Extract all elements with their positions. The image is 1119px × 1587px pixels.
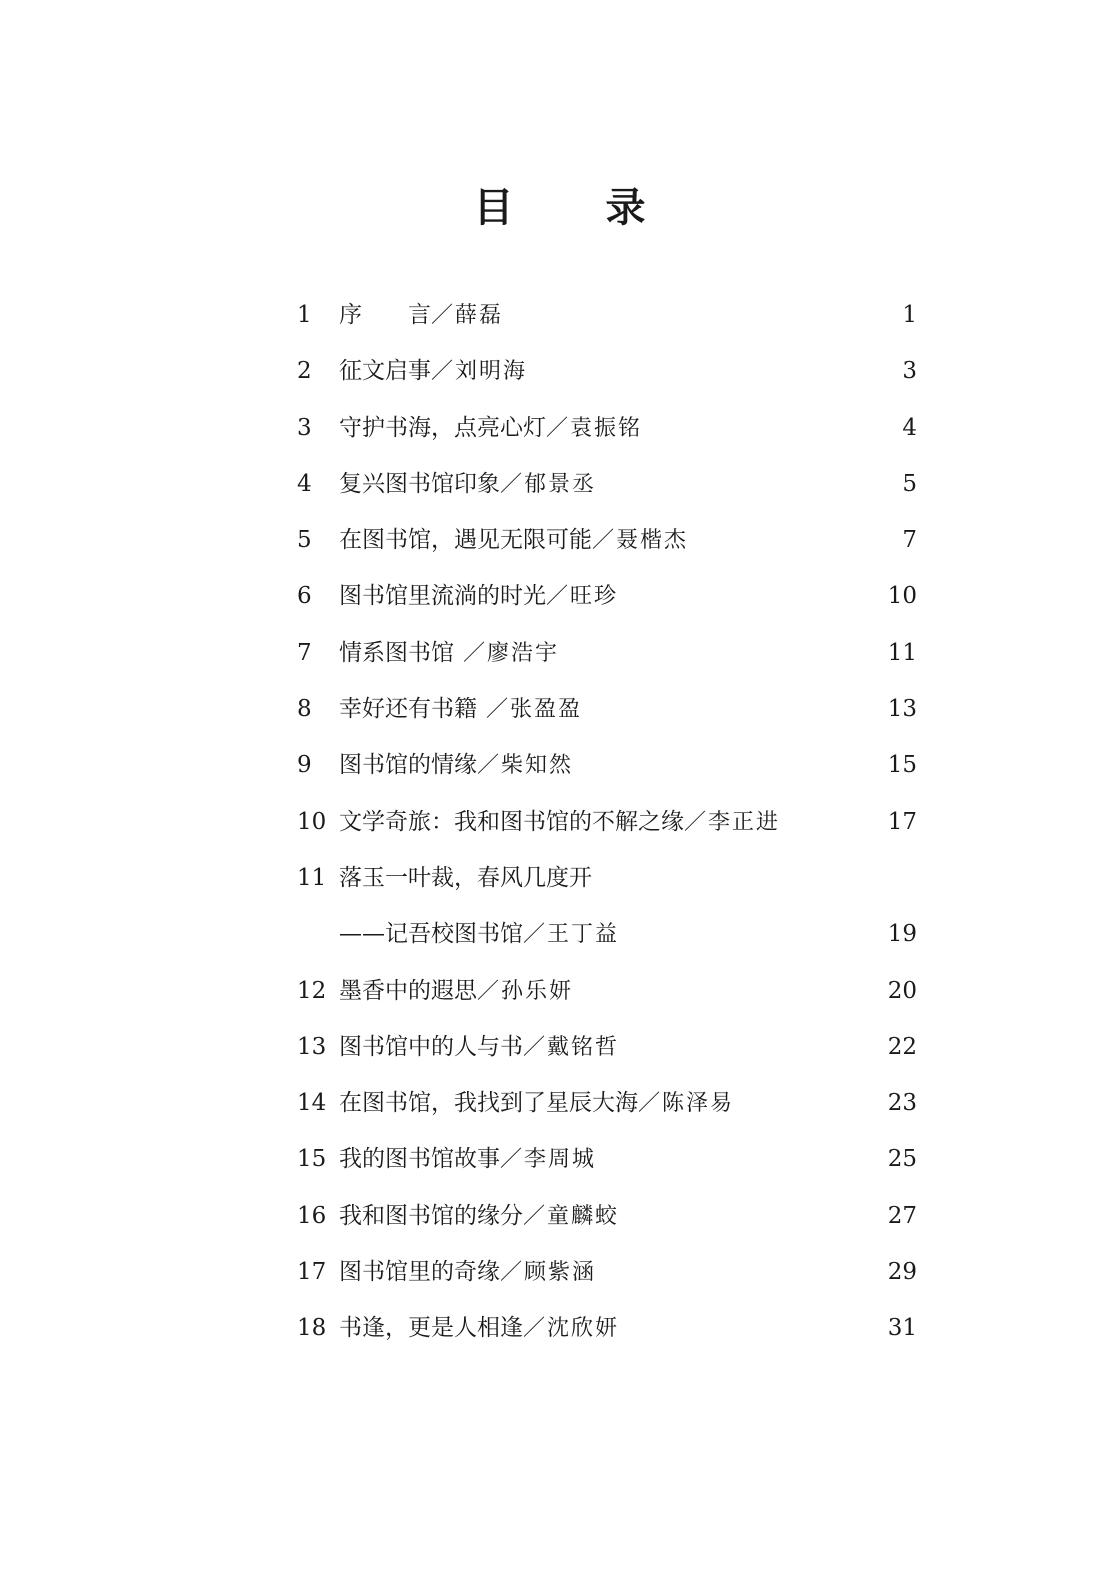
- toc-entry-11-subtitle[interactable]: [297, 906, 917, 962]
- entry-title-text: 图书馆的情缘: [339, 752, 477, 779]
- entry-author: ／孙乐妍: [477, 978, 574, 1004]
- entry-title-text: 我和图书馆的缘分: [339, 1202, 523, 1229]
- entry-title: [339, 681, 582, 738]
- entry-page-number: 7: [902, 527, 917, 554]
- toc-entry-7[interactable]: [297, 625, 917, 681]
- entry-number: 2: [297, 358, 312, 385]
- entry-number: 4: [297, 470, 312, 497]
- entry-author: ／廖浩宇: [454, 640, 559, 666]
- entry-author: ／王丁益: [523, 922, 620, 948]
- entry-title: [339, 794, 780, 851]
- entry-author: ／李周城: [500, 1147, 597, 1173]
- entry-title-text: 墨香中的遐思: [339, 977, 477, 1004]
- entry-title-text: 复兴图书馆印象: [339, 470, 500, 497]
- entry-page-number: 1: [902, 302, 917, 328]
- entry-page-number: 29: [887, 1259, 917, 1286]
- entry-number: 16: [297, 1202, 327, 1229]
- entry-title: [339, 737, 573, 794]
- toc-entry-12[interactable]: [297, 963, 917, 1019]
- entry-page-number: 23: [887, 1090, 917, 1117]
- entry-author: ／薛磊: [431, 303, 504, 328]
- entry-number: 8: [297, 696, 312, 723]
- entry-title-text: 幸好还有书籍: [339, 696, 477, 723]
- entry-author: ／袁振铭: [546, 415, 643, 441]
- entry-number: 11: [297, 864, 327, 891]
- entry-title-text: 图书馆里的奇缘: [339, 1259, 500, 1286]
- entry-author: ／顾紫涵: [500, 1260, 597, 1286]
- entry-page-number: 3: [902, 358, 917, 385]
- entry-title-text: 征文启事: [339, 358, 431, 385]
- entry-page-number: 4: [902, 414, 917, 441]
- entry-page-number: 25: [887, 1146, 917, 1173]
- entry-title-text: 在图书馆，遇见无限可能: [339, 527, 592, 554]
- entry-number: 18: [297, 1315, 327, 1342]
- toc-entry-14[interactable]: [297, 1075, 917, 1131]
- entry-author: ／旺珍: [546, 584, 619, 610]
- entry-title-text: 落玉一叶裁，春风几度开: [339, 864, 592, 891]
- entry-title: [339, 1244, 596, 1301]
- entry-number: 12: [297, 977, 327, 1004]
- entry-number: 13: [297, 1033, 327, 1060]
- entry-number: 6: [297, 583, 312, 610]
- entry-title: [339, 400, 642, 457]
- entry-author: ／李正进: [684, 809, 781, 835]
- entry-title-text: ——记吾校图书馆: [339, 921, 523, 948]
- toc-entry-17[interactable]: [297, 1244, 917, 1300]
- entry-page-number: 10: [887, 583, 917, 610]
- entry-title: [339, 963, 573, 1020]
- entry-number: 5: [297, 527, 312, 554]
- entry-title-text: 书逢，更是人相逢: [339, 1315, 523, 1342]
- entry-title: [339, 456, 596, 513]
- toc-entry-5[interactable]: [297, 512, 917, 568]
- entry-page-number: 5: [902, 470, 917, 497]
- entry-page-number: 31: [887, 1315, 917, 1342]
- entry-number: 1: [297, 302, 312, 328]
- entry-author: ／聂楷杰: [592, 528, 689, 554]
- entry-title: [339, 512, 688, 569]
- toc-entry-18[interactable]: [297, 1300, 917, 1356]
- entry-title: [339, 906, 619, 963]
- entry-page-number: 27: [887, 1202, 917, 1229]
- entry-page-number: 19: [887, 921, 917, 948]
- entry-number: 9: [297, 752, 312, 779]
- entry-title: [339, 568, 618, 625]
- entry-author: ／戴铭哲: [523, 1034, 620, 1060]
- table-of-contents: [297, 287, 917, 1357]
- toc-entry-6[interactable]: [297, 568, 917, 624]
- entry-title-text: 序 言: [339, 302, 431, 328]
- toc-entry-13[interactable]: [297, 1019, 917, 1075]
- toc-entry-10[interactable]: [297, 794, 917, 850]
- entry-page-number: 13: [887, 696, 917, 723]
- entry-number: 15: [297, 1146, 327, 1173]
- entry-author: ／柴知然: [477, 753, 574, 779]
- entry-title-text: 情系图书馆: [339, 639, 454, 666]
- toc-entry-1[interactable]: [297, 287, 917, 343]
- entry-title-text: 在图书馆，我找到了星辰大海: [339, 1090, 638, 1117]
- entry-title-text: 我的图书馆故事: [339, 1146, 500, 1173]
- entry-title-text: 文学奇旅：我和图书馆的不解之缘: [339, 808, 684, 835]
- toc-entry-9[interactable]: [297, 737, 917, 793]
- entry-author: ／陈泽易: [638, 1091, 735, 1117]
- entry-author: ／刘明海: [431, 359, 528, 385]
- entry-author: ／郁景丞: [500, 471, 597, 497]
- entry-title: [339, 1300, 619, 1357]
- entry-number: 3: [297, 414, 312, 441]
- entry-title: [339, 1075, 734, 1132]
- toc-entry-2[interactable]: [297, 343, 917, 399]
- entry-author: ／张盈盈: [477, 697, 582, 723]
- entry-title: [339, 850, 592, 907]
- entry-number: 7: [297, 639, 312, 666]
- entry-title: [339, 343, 527, 400]
- entry-author: ／童麟蛟: [523, 1203, 620, 1229]
- entry-number: 17: [297, 1259, 327, 1286]
- entry-title: [339, 1131, 596, 1188]
- entry-page-number: 15: [887, 752, 917, 779]
- entry-title: [339, 1188, 619, 1245]
- toc-entry-11[interactable]: [297, 850, 917, 906]
- toc-entry-4[interactable]: [297, 456, 917, 512]
- page-title: 目 录: [473, 185, 672, 231]
- entry-title: [339, 287, 503, 344]
- entry-number: 10: [297, 808, 327, 835]
- entry-title: [339, 1019, 619, 1076]
- toc-entry-16[interactable]: [297, 1188, 917, 1244]
- entry-title-text: 图书馆里流淌的时光: [339, 583, 546, 610]
- toc-entry-15[interactable]: [297, 1131, 917, 1187]
- entry-title: [339, 625, 559, 682]
- toc-entry-3[interactable]: [297, 400, 917, 456]
- entry-page-number: 17: [887, 808, 917, 835]
- entry-title-text: 守护书海，点亮心灯: [339, 414, 546, 441]
- entry-page-number: 20: [887, 977, 917, 1004]
- toc-entry-8[interactable]: [297, 681, 917, 737]
- entry-page-number: 11: [887, 639, 917, 666]
- entry-title-text: 图书馆中的人与书: [339, 1033, 523, 1060]
- entry-number: 14: [297, 1090, 327, 1117]
- entry-author: ／沈欣妍: [523, 1316, 620, 1342]
- entry-page-number: 22: [887, 1033, 917, 1060]
